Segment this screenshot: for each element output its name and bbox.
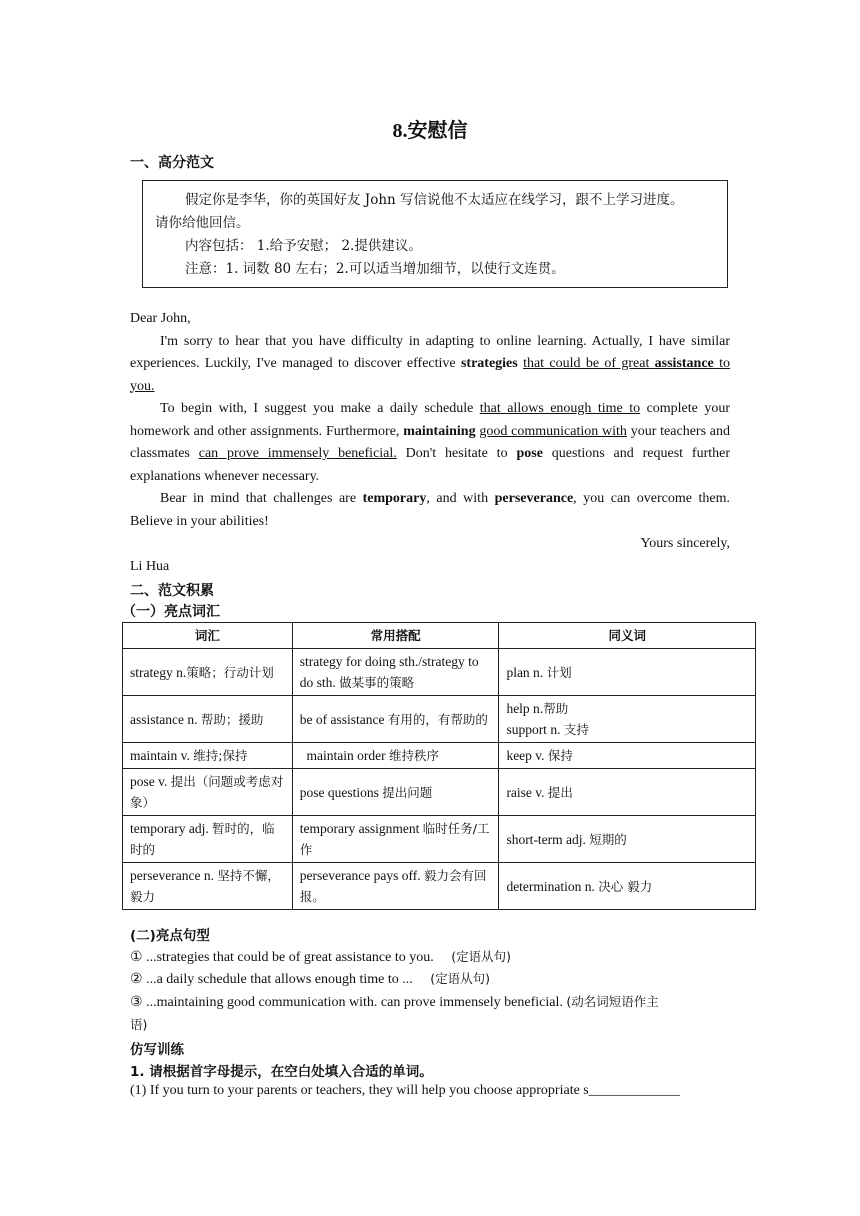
synonym-cell: raise v. 提出	[499, 769, 756, 816]
task-line-4: 注意：1. 词数 80 左右；2.可以适当增加细节，以使行文连贯。	[185, 261, 565, 277]
table-row	[123, 743, 756, 769]
synonym-cell: plan n. 计划	[499, 649, 756, 696]
keyword-perseverance: perseverance	[494, 491, 574, 506]
vocabulary-table	[122, 622, 756, 910]
keyword-assistance: assistance	[654, 356, 714, 371]
synonym-cell: determination n. 决心 毅力	[499, 863, 756, 910]
collocation-cell: perseverance pays off. 毅力会有回报。	[292, 863, 499, 910]
keyword-maintaining: maintaining	[403, 423, 476, 439]
subheading-vocabulary: （一）亮点词汇	[122, 604, 220, 620]
sentence-pattern-3-continued: 语)	[130, 1017, 148, 1032]
section-heading-accumulation: 二、范文积累	[130, 583, 214, 599]
table-row	[123, 863, 756, 910]
letter-paragraph-3: Bear in mind that challenges are temporary, and with perseverance, you can overcome them. Believe in your abilities!	[130, 491, 731, 529]
practice-instruction: 1. 请根据首字母提示，在空白处填入合适的单词。	[130, 1064, 433, 1080]
task-line-2: 请你给他回信。	[155, 215, 250, 231]
letter-closing: Yours sincerely,	[640, 536, 730, 551]
sentence-pattern-2: ② ...a daily schedule that allows enough time to ... (定语从句)	[130, 971, 491, 987]
word-cell: pose v. 提出（问题或考虑对象）	[123, 769, 293, 816]
header-collocation: 常用搭配	[292, 623, 499, 649]
synonym-cell: short-term adj. 短期的	[499, 816, 756, 863]
collocation-cell: maintain order 维持秩序	[292, 743, 499, 769]
sentence-pattern-3: ③ ...maintaining good communication with. can prove immensely beneficial. (动名词短语作主	[130, 994, 659, 1010]
model-letter	[130, 308, 730, 578]
section-heading-model-essay: 一、高分范文	[130, 155, 214, 171]
collocation-cell: temporary assignment 临时任务/工作	[292, 816, 499, 863]
keyword-pose: pose	[516, 446, 543, 461]
word-cell: strategy n.策略；行动计划	[123, 649, 293, 696]
practice-title: 仿写训练	[130, 1042, 184, 1058]
letter-paragraph-1: I'm sorry to hear that you have difficulty in adapting to online learning. Actually, I have similar experiences. Luckily, I've managed to discover effective strategies that could be of great assistance to you.	[130, 333, 730, 394]
collocation-cell: be of assistance 有用的，有帮助的	[292, 696, 499, 743]
letter-paragraph-2: To begin with, I suggest you make a daily schedule that allows enough time to complete your homework and other assignments. Furthermore, maintaining good communication with your teachers and classmates can prove immensely beneficial. Don't hesitate to pose questions and request further explanations whenever necessary.	[130, 401, 731, 484]
header-synonym: 同义词	[499, 623, 756, 649]
practice-question-1: (1) If you turn to your parents or teachers, they will help you choose appropriate s_____________	[130, 1083, 680, 1098]
word-cell: maintain v. 维持;保持	[123, 743, 293, 769]
task-box	[142, 180, 728, 288]
sentence-pattern-1: ① ...strategies that could be of great assistance to you. (定语从句)	[130, 949, 512, 965]
letter-greeting: Dear John,	[130, 311, 191, 326]
table-row	[123, 649, 756, 696]
word-cell: temporary adj. 暂时的，临时的	[123, 816, 293, 863]
table-row	[123, 769, 756, 816]
keyword-strategies: strategies	[460, 356, 518, 371]
task-line-3: 内容包括： 1.给予安慰； 2.提供建议。	[185, 238, 422, 254]
table-row	[123, 816, 756, 863]
table-row	[123, 696, 756, 743]
word-cell: assistance n. 帮助；援助	[123, 696, 293, 743]
subheading-sentence-patterns: (二)亮点句型	[130, 928, 210, 944]
task-line-1: 假定你是李华，你的英国好友 John 写信说他不太适应在线学习，跟不上学习进度。	[185, 192, 684, 208]
synonym-cell: help n.帮助 support n. 支持	[499, 696, 756, 743]
page-title: 8.安慰信	[392, 120, 468, 142]
header-word: 词汇	[123, 623, 293, 649]
synonym-cell: keep v. 保持	[499, 743, 756, 769]
collocation-cell: strategy for doing sth./strategy to do sth. 做某事的策略	[292, 649, 499, 696]
table-header-row	[123, 623, 756, 649]
keyword-temporary: temporary	[362, 491, 427, 506]
collocation-cell: pose questions 提出问题	[292, 769, 499, 816]
word-cell: perseverance n. 坚持不懈，毅力	[123, 863, 293, 910]
letter-signature: Li Hua	[130, 558, 170, 574]
